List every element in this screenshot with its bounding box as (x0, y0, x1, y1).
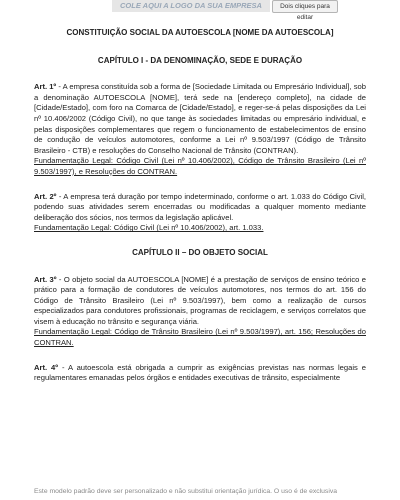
logo-placeholder[interactable]: COLE AQUI A LOGO DA SUA EMPRESA (112, 0, 270, 12)
article-4-text (34, 363, 366, 384)
article-3-text (34, 275, 366, 328)
article-2-body: - A empresa terá duração por tempo indeterminado, conforme o art. 1.033 do Código Civil, podendo suas atividades serem encerradas ou modificadas a qualquer momento mediante deliberação dos sócios, nos termos da legislação aplicável. (34, 191, 366, 222)
article-3-label: Art. 3º (34, 274, 57, 284)
article-1-label: Art. 1º (34, 82, 57, 92)
chapter-2-heading: CAPÍTULO II – DO OBJETO SOCIAL (132, 247, 268, 257)
article-1-fundamentacao: Fundamentação Legal: Código Civil (Lei nº 10.406/2002), Código de Trânsito Brasileiro (Lei nº 9.503/1997), e Resoluções do CONTRAN. (34, 156, 366, 176)
article-4-body: - A autoescola está obrigada a cumprir as exigências previstas nas normas legais e regulamentares emanadas pelos órgãos e entidades executivas de trânsito, especialmente (34, 362, 366, 383)
article-4 (34, 363, 366, 384)
article-2-fundamentacao: Fundamentação Legal: Código Civil (Lei nº 10.406/2002), art. 1.033. (34, 223, 264, 233)
article-2 (34, 192, 366, 234)
footer-disclaimer: Este modelo padrão deve ser personalizado e não substitui orientação jurídica. O uso é de exclusiva (34, 488, 338, 495)
chapter-1-heading: CAPÍTULO I - DA DENOMINAÇÃO, SEDE E DURAÇÃO (97, 55, 303, 65)
article-2-text (34, 192, 366, 224)
article-3-fundamentacao: Fundamentação Legal: Código de Trânsito Brasileiro (Lei nº 9.503/1997), art. 156; Resoluções do CONTRAN. (34, 327, 366, 348)
article-1-text (34, 82, 366, 156)
article-2-label: Art. 2º (34, 191, 57, 201)
article-4-label: Art. 4º (34, 362, 59, 372)
article-3 (34, 275, 366, 349)
article-1-body: - A empresa constituída sob a forma de [Sociedade Limitada ou Empresário Individual], sob a denominação AUTOESCOLA [NOME], terá sede na [endereço completo], na cidade de [Cidade/Estado], com foro na Comarca de [Cidade/Estado], e reger-se-á pelas disposições da Lei nº 10.406/2002 (Código Civil), no que tange às sociedades limitadas ou empresário individual, e pelas disposições complementares que regem o funcionamento de estabelecimentos de ensino de condução de veículos automotores, conforme a Lei nº 9.503/1997 (Código de Trânsito Brasileiro - CTB) e resoluções do Conselho Nacional de Trânsito (CONTRAN). (34, 82, 366, 155)
article-3-body: - O objeto social da AUTOESCOLA [NOME] é a prestação de serviços de ensino teórico e prático para a formação de condutores de veículos automotores, nos termos do art. 156 do Código de Trânsito Brasileiro (Lei nº 9.503/1997), bem como a realização de cursos especializados para condutores profissionais, programas de reciclagem, e serviços correlatos que visem à educação no trânsito e segurança viária. (34, 274, 366, 326)
document-title: CONSTITUIÇÃO SOCIAL DA AUTOESCOLA [NOME DA AUTOESCOLA] (66, 28, 334, 37)
document-page (34, 28, 366, 398)
article-1 (34, 82, 366, 177)
edit-button[interactable]: Dois cliques para editar (272, 0, 338, 13)
